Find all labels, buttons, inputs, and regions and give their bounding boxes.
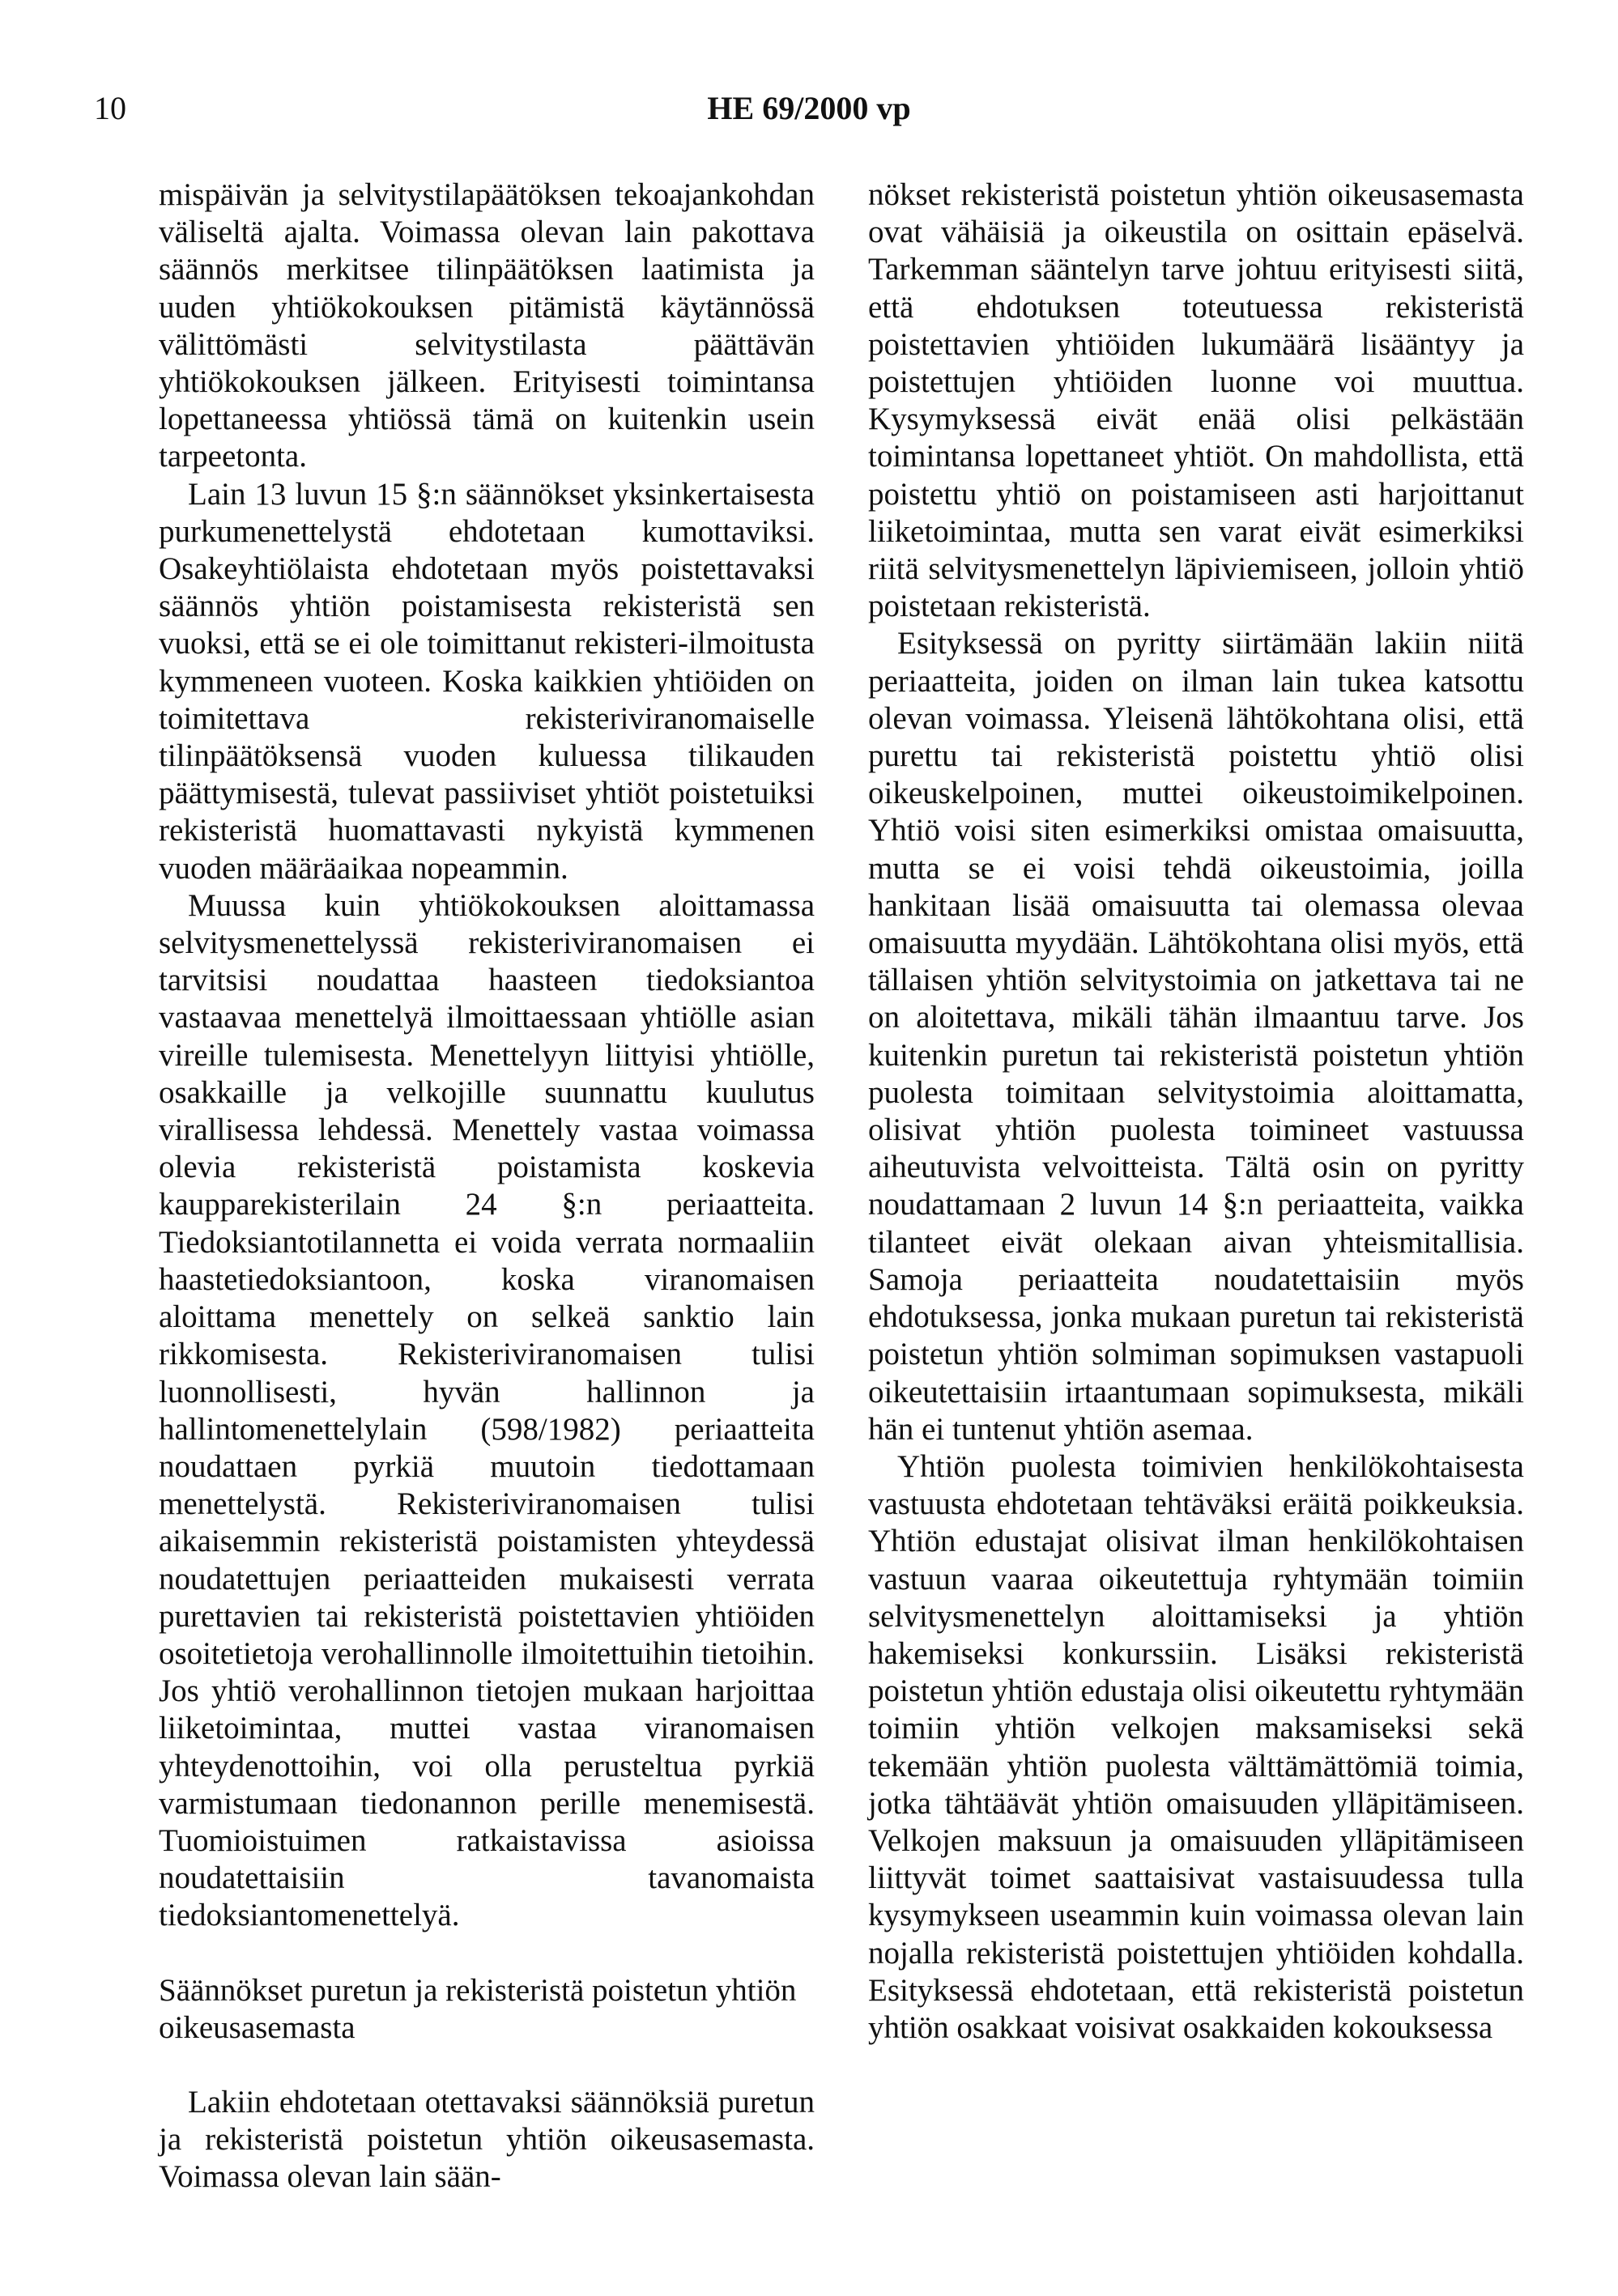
right-column — [868, 176, 1524, 2047]
running-head: HE 69/2000 vp — [707, 90, 911, 126]
paragraph: Yhtiön puolesta toimivien henkilökohtaisesta vastuusta ehdotetaan tehtäväksi eräitä poikkeuksia. Yhtiön edustajat olisivat ilman henkilökohtaisen vastuun vaaraa oikeutettuja ryhtymään toimiin selvitysmenettelyn aloittamiseksi ja yhtiön hakemiseksi konkurssiin. Lisäksi rekisteristä poistetun yhtiön edustaja olisi oikeutettu ryhtymään toimiin yhtiön velkojen maksamiseksi sekä tekemään yhtiön puolesta välttämättömiä toimia, jotka tähtäävät yhtiön omaisuuden ylläpitämiseen. Velkojen maksuun ja omaisuuden ylläpitämiseen liittyvät toimet saattaisivat vastaisuudessa tulla kysymykseen useammin kuin voimassa olevan lain nojalla rekisteristä poistettujen yhtiöiden kohdalla. Esityksessä ehdotetaan, että rekisteristä poistetun yhtiön osakkaat voisivat osakkaiden kokouksessa — [868, 1448, 1524, 2045]
paragraph: mispäivän ja selvitystilapäätöksen tekoajankohdan väliseltä ajalta. Voimassa olevan lain pakottava säännös merkitsee tilinpäätöksen laatimista ja uuden yhtiökokouksen pitämistä käytännössä välittömästi selvitystilasta päättävän yhtiökokouksen jälkeen. Erityisesti toimintansa lopettaneessa yhtiössä tämä on kuitenkin usein tarpeetonta. — [159, 177, 815, 474]
paragraph: Muussa kuin yhtiökokouksen aloittamassa selvitysmenettelyssä rekisteriviranomaisen ei tarvitsisi noudattaa haasteen tiedoksiantoa vastaavaa menettelyä ilmoittaessaan yhtiölle asian vireille tulemisesta. Menettelyyn liittyisi yhtiölle, osakkaille ja velkojille suunnattu kuulutus virallisessa lehdessä. Menettely vastaa voimassa olevia rekisteristä poistamista koskevia kaupparekisterilain 24 §:n periaatteita. Tiedoksiantotilannetta ei voida verrata normaaliin haastetiedoksiantoon, koska viranomaisen aloittama menettely on selkeä sanktio lain rikkomisesta. Rekisteriviranomaisen tulisi luonnollisesti, hyvän hallinnon ja hallintomenettelylain (598/1982) periaatteita noudattaen pyrkiä muutoin tiedottamaan menettelystä. Rekisteriviranomaisen tulisi aikaisemmin rekisteristä poistamisten yhteydessä noudatettujen periaatteiden mukaisesti verrata purettavien tai rekisteristä poistettavien yhtiöiden osoitetietoja verohallinnolle ilmoitettuihin tietoihin. Jos yhtiö verohallinnon tietojen mukaan harjoittaa liiketoimintaa, muttei vastaa viranomaisen yhteydenottoihin, voi olla perusteltua pyrkiä varmistumaan tiedonannon perille menemisestä. Tuomioistuimen ratkaistavissa asioissa noudatettaisiin tavanomaista tiedoksiantomenettelyä. — [159, 887, 815, 1933]
paragraph: Esityksessä on pyritty siirtämään lakiin niitä periaatteita, joiden on ilman lain tukea katsottu olevan voimassa. Yleisenä lähtökohtana olisi, että purettu tai rekisteristä poistettu yhtiö olisi oikeuskelpoinen, muttei oikeustoimikelpoinen. Yhtiö voisi siten esimerkiksi omistaa omaisuutta, mutta se ei voisi tehdä oikeustoimia, joilla hankitaan lisää omaisuutta tai olemassa olevaa omaisuutta myydään. Lähtökohtana olisi myös, että tällaisen yhtiön selvitystoimia on jatkettava tai ne on aloitettava, mikäli tähän ilmaantuu tarve. Jos kuitenkin puretun tai rekisteristä poistetun yhtiön puolesta toimitaan selvitystoimia aloittamatta, olisivat yhtiön puolesta toimineet vastuussa aiheutuvista velvoitteista. Tältä osin on pyritty noudattamaan 2 luvun 14 §:n periaatteita, vaikka tilanteet eivät olekaan aivan yhteismitallisia. Samoja periaatteita noudatettaisiin myös ehdotuksessa, jonka mukaan puretun tai rekisteristä poistetun yhtiön solmiman sopimuksen vastapuoli oikeutettaisiin irtaantumaan sopimuksesta, mikäli hän ei tuntenut yhtiön asemaa. — [868, 626, 1524, 1447]
paragraph: Lakiin ehdotetaan otettavaksi säännöksiä puretun ja rekisteristä poistetun yhtiön oikeusasemasta. Voimassa olevan lain sään- — [159, 2084, 815, 2195]
paragraph: Lain 13 luvun 15 §:n säännökset yksinkertaisesta purkumenettelystä ehdotetaan kumottaviksi. Osakeyhtiölaista ehdotetaan myös poistettavaksi säännös yhtiön poistamisesta rekisteristä sen vuoksi, että se ei ole toimittanut rekisteri-ilmoitusta kymmeneen vuoteen. Koska kaikkien yhtiöiden on toimitettava rekisteriviranomaiselle tilinpäätöksensä vuoden kuluessa tilikauden päättymisestä, tulevat passiiviset yhtiöt poistetuiksi rekisteristä huomattavasti nykyistä kymmenen vuoden määräaikaa nopeammin. — [159, 476, 815, 886]
left-column — [159, 176, 815, 2196]
page-number: 10 — [94, 90, 126, 126]
section-heading: Säännökset puretun ja rekisteristä poistetun yhtiön oikeusasemasta — [159, 1972, 797, 2045]
paragraph: nökset rekisteristä poistetun yhtiön oikeusasemasta ovat vähäisiä ja oikeustila on osittain epäselvä. Tarkemman sääntelyn tarve johtuu erityisesti siitä, että ehdotuksen toteutuessa rekisteristä poistettavien yhtiöiden lukumäärä lisääntyy ja poistettujen yhtiöiden luonne voi muuttua. Kysymyksessä eivät enää olisi pelkästään toimintansa lopettaneet yhtiöt. On mahdollista, että poistettu yhtiö on poistamiseen asti harjoittanut liiketoimintaa, mutta sen varat eivät esimerkiksi riitä selvitysmenettelyn läpiviemiseen, jolloin yhtiö poistetaan rekisteristä. — [868, 177, 1524, 624]
